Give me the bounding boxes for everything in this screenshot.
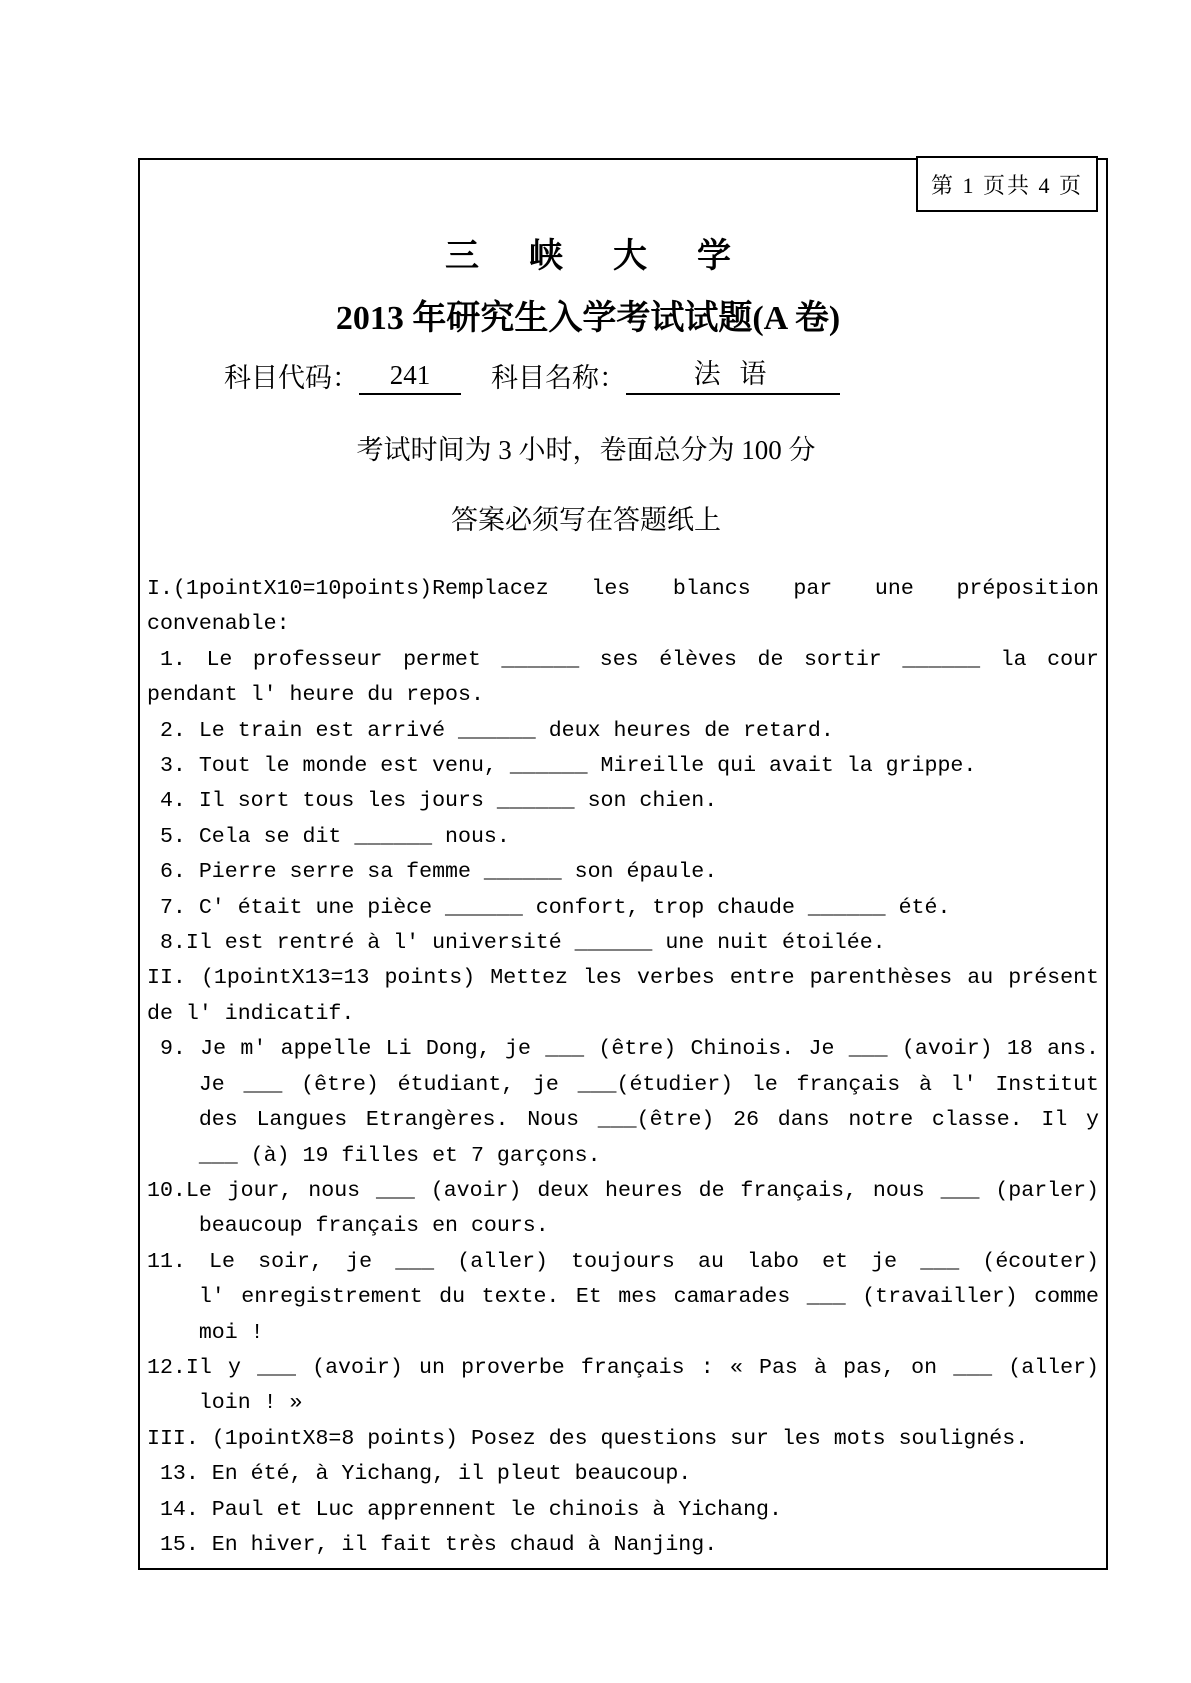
body-line: II. (1pointX13=13 points) Mettez les verbes entre parenthèses au présent [147,966,1099,991]
body-line: 7. C' était une pièce ______ confort, trop chaude ______ été. [159,895,951,920]
body-line: 14. Paul et Luc apprennent le chinois à Yichang. [159,1497,782,1522]
body-line: de l' indicatif. [147,1001,355,1026]
body-line: pendant l' heure du repos. [147,683,484,708]
university-title: 三峡大学 [445,238,781,275]
answer-notice: 答案必须写在答题纸上 [451,505,721,535]
body-line: 4. Il sort tous les jours ______ son chien. [159,789,718,814]
subject-line [224,352,840,395]
subject-code-value: 241 [359,360,461,395]
body-line: convenable: [147,612,290,637]
page-border [138,158,1108,1570]
body-line: 11. Le soir, je ___ (aller) toujours au labo et je ___ (écouter) [147,1249,1099,1274]
body-line: 3. Tout le monde est venu, ______ Mireille qui avait la grippe. [159,754,977,779]
body-line: 6. Pierre serre sa femme ______ son épaule. [159,860,718,885]
body-line: 1. Le professeur permet ______ ses élèves de sortir ______ la cour [159,647,1099,672]
body-line: 8.Il est rentré à l' université ______ une nuit étoilée. [159,931,886,956]
body-line: 2. Le train est arrivé ______ deux heures de retard. [159,718,834,743]
subject-code-label: 科目代码： [224,363,359,393]
body-line: 5. Cela se dit ______ nous. [159,824,510,849]
body-line: 15. En hiver, il fait très chaud à Nanjing. [159,1532,718,1557]
body-line: l' enregistrement du texte. Et mes camarades ___ (travailler) comme [198,1285,1099,1310]
subject-name-label: 科目名称： [491,363,626,393]
subject-name-value: 法 语 [626,352,840,395]
body-line: des Langues Etrangères. Nous ___(être) 26 dans notre classe. Il y [198,1108,1099,1133]
body-line: 13. En été, à Yichang, il pleut beaucoup. [159,1462,692,1487]
body-line: moi ! [198,1320,264,1345]
body-line: III. (1pointX8=8 points) Posez des questions sur les mots soulignés. [147,1426,1029,1451]
body-line: Je ___ (être) étudiant, je ___(étudier) le français à l' Institut [198,1072,1099,1097]
body-line: 12.Il y ___ (avoir) un proverbe français : « Pas à pas, on ___ (aller) [147,1355,1099,1380]
exam-body [147,572,1099,1563]
exam-duration: 考试时间为 3 小时，卷面总分为 100 分 [356,435,816,465]
body-line: I.(1pointX10=10points)Remplacez les blancs par une préposition [147,577,1099,601]
page-number: 第 1 页共 4 页 [930,172,1083,198]
body-line: beaucoup français en cours. [198,1214,549,1239]
exam-title: 2013 年研究生入学考试试题(A 卷) [335,300,841,337]
body-line: 9. Je m' appelle Li Dong, je ___ (être) Chinois. Je ___ (avoir) 18 ans. [159,1037,1099,1062]
body-line: ___ (à) 19 filles et 7 garçons. [198,1143,601,1168]
page-number-box [916,156,1098,212]
body-line: 10.Le jour, nous ___ (avoir) deux heures de français, nous ___ (parler) [147,1178,1099,1203]
body-line: loin ! » [198,1391,303,1416]
